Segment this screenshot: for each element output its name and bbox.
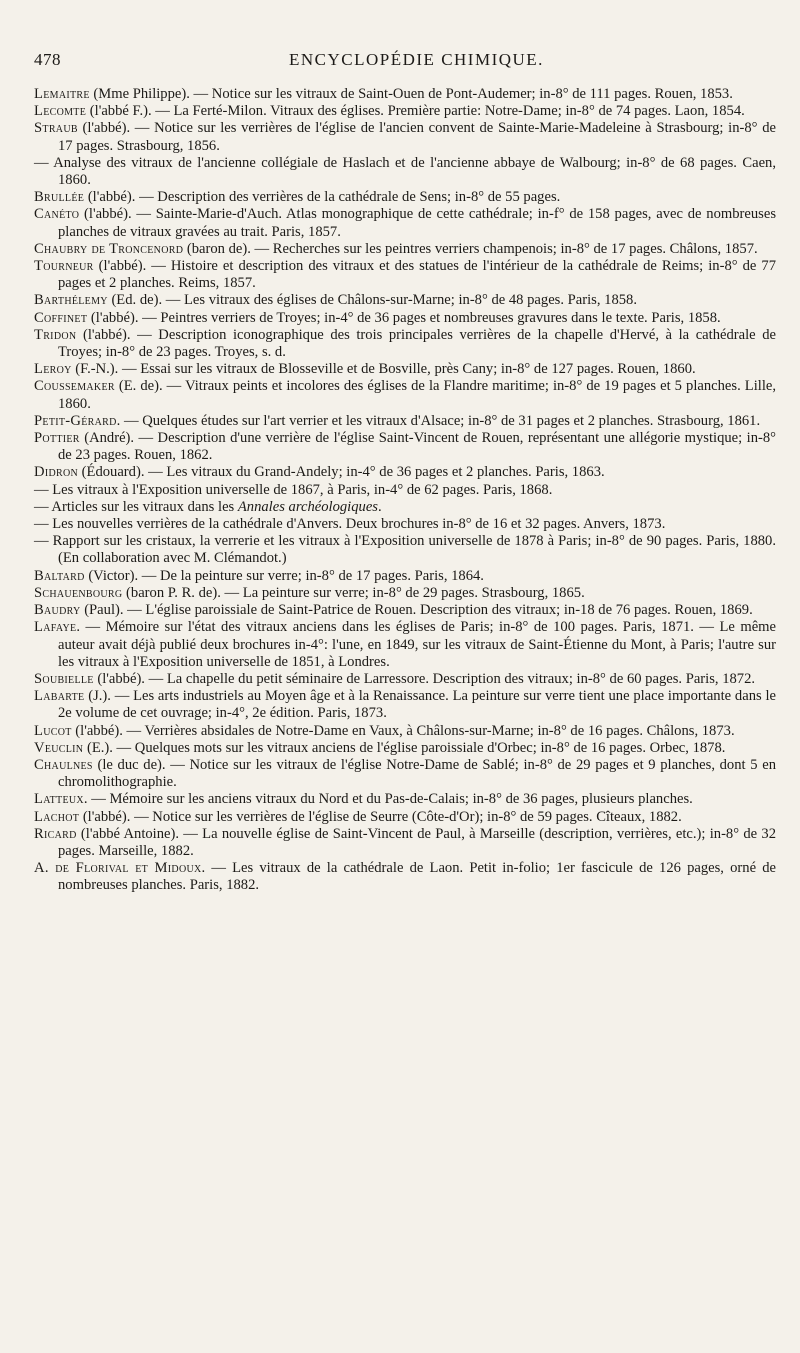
bibliography-entry [34,310,776,327]
bibliography-entry [34,327,776,361]
entry-author: Chaulnes [34,756,93,773]
bibliography-entry [34,533,776,567]
bibliography-entry [34,826,776,860]
bibliography-entry [34,189,776,206]
bibliography-entry [34,619,776,671]
entry-text: (l'abbé). — Verrières absidales de Notre-Dame en Vaux, à Châlons-sur-Marne; in-8° de 16 pages. Châlons, 1873. [71,722,735,739]
bibliography-entry [34,757,776,791]
bibliography-list [34,86,776,895]
bibliography-entry [34,155,776,189]
bibliography-entry [34,120,776,154]
entry-author: Tourneur [34,258,94,275]
bibliography-entry [34,671,776,688]
running-head [34,50,776,74]
entry-author: Straub [34,120,78,137]
entry-text: (F.-N.). — Essai sur les vitraux de Blosseville et de Bosville, près Cany; in-8° de 127 pages. Rouen, 1860. [71,361,696,378]
entry-text: (l'abbé). — Notice sur les verrières de l'église de l'ancien convent de Sainte-Marie-Madeleine à Strasbourg; in-8° de 17 pages. Strasbourg, 1856. [58,120,776,154]
entry-author: Lachot [34,808,80,825]
entry-author: Baltard [34,567,85,584]
entry-author: Lafaye [34,619,77,636]
entry-text: (l'abbé). — Histoire et description des vitraux et des statues de l'intérieur de la cathédrale de Reims; in-8° de 77 pages et 2 planches. Reims, 1857. [58,258,776,292]
entry-text: — Les vitraux à l'Exposition universelle de 1867, à Paris, in-4° de 62 pages. Paris, 1868. [34,481,553,498]
entry-text: (baron de). — Recherches sur les peintres verriers champenois; in-8° de 17 pages. Châlons, 1857. [183,240,758,257]
bibliography-entry [34,585,776,602]
entry-text: (Victor). — De la peinture sur verre; in-8° de 17 pages. Paris, 1864. [84,567,484,584]
entry-author: Petit-Gérard [34,412,117,429]
entry-author: Latteux [34,791,84,808]
bibliography-entry [34,413,776,430]
entry-author: Brullée [34,189,85,206]
entry-author: Ricard [34,825,77,842]
entry-author: Didron [34,464,79,481]
entry-text: (André). — Description d'une verrière de l'église Saint-Vincent de Rouen, représentant une allégorie mystique; in-8° de 23 pages. Rouen, 1862. [58,430,776,464]
entry-author: Lemaitre [34,86,90,102]
entry-author: Leroy [34,361,72,378]
page-number: 478 [34,50,61,69]
entry-text: — Analyse des vitraux de l'ancienne collégiale de Haslach et de l'ancienne abbaye de Walbourg; in-8° de 68 pages. Caen, 1860. [34,154,776,189]
entry-text: (l'abbé). — Sainte-Marie-d'Auch. Atlas monographique de cette cathédrale; in-f° de 158 pages, avec de nombreuses planches de vitraux gravées au trait. Paris, 1857. [58,206,776,240]
entry-text: (Édouard). — Les vitraux du Grand-Andely; in-4° de 36 pages et 2 planches. Paris, 1863. [78,464,605,481]
entry-text-tail: . [377,498,382,515]
entry-text: (l'abbé). — Description des verrières de la cathédrale de Sens; in-8° de 55 pages. [84,189,561,206]
bibliography-entry [34,206,776,240]
entry-text: (l'abbé). — La chapelle du petit séminaire de Larressore. Description des vitraux; in-8° de 60 pages. Paris, 1872. [93,670,756,687]
entry-author: A. de Florival et Midoux [34,860,202,877]
bibliography-entry [34,378,776,412]
bibliography-entry [34,103,776,120]
bibliography-entry [34,464,776,481]
bibliography-entry [34,499,776,516]
bibliography-entry [34,740,776,757]
entry-author: Lucot [34,722,72,739]
entry-text: (E.). — Quelques mots sur les vitraux anciens de l'église paroissiale d'Orbec; in-8° de 16 pages. Orbec, 1878. [83,739,726,756]
entry-text: (Mme Philippe). — Notice sur les vitraux de Saint-Ouen de Pont-Audemer; in-8° de 111 pages. Rouen, 1853. [89,86,733,102]
entry-text: (l'abbé F.). — La Ferté-Milon. Vitraux des églises. Première partie: Notre-Dame; in-8° de 74 pages. Laon, 1854. [86,103,745,120]
entry-text: — Rapport sur les cristaux, la verrerie et les vitraux à l'Exposition universelle de 1878 à Paris; in-8° de 90 pages. Paris, 1880. (En collaboration avec M. Clémandot.) [34,533,776,567]
bibliography-entry [34,258,776,292]
entry-text: . — Mémoire sur les anciens vitraux du Nord et du Pas-de-Calais; in-8° de 36 pages, plusieurs planches. [83,791,693,808]
entry-author: Baudry [34,602,81,619]
entry-author: Coffinet [34,309,88,326]
entry-text: (l'abbé Antoine). — La nouvelle église de Saint-Vincent de Paul, à Marseille (description, verrières, etc.); in-8° de 32 pages. Marseille, 1882. [58,825,776,859]
bibliography-entry [34,602,776,619]
page-title: ENCYCLOPÉDIE CHIMIQUE. [289,50,544,69]
entry-text: (E. de). — Vitraux peints et incolores des églises de la Flandre maritime; in-8° de 19 pages et 5 planches. Lille, 1860. [58,378,776,412]
entry-text: (baron P. R. de). — La peinture sur verre; in-8° de 29 pages. Strasbourg, 1865. [122,584,585,601]
entry-text: (Paul). — L'église paroissiale de Saint-Patrice de Rouen. Description des vitraux; in-18 de 76 pages. Rouen, 1869. [80,602,753,619]
entry-text: . — Les vitraux de la cathédrale de Laon. Petit in-folio; 1er fascicule de 126 pages, orné de nombreuses planches. Paris, 1882. [58,860,776,894]
entry-author: Schauenbourg [34,584,123,601]
entry-italic-title: Annales archéologiques [237,498,378,515]
entry-text: (l'abbé). — Description iconographique des trois principales verrières de la chapelle d'Hervé, à la cathédrale de Troyes; in-8° de 23 pages. Troyes, s. d. [58,326,776,361]
entry-text: . — Quelques études sur l'art verrier et les vitraux d'Alsace; in-8° de 31 pages et 2 planches. Strasbourg, 1861. [116,412,761,429]
entry-author: Labarte [34,688,85,705]
bibliography-entry [34,241,776,258]
entry-text: (J.). — Les arts industriels au Moyen âge et à la Renaissance. La peinture sur verre tient une place importante dans le 2e volume de cet ouvrage; in-4°, 2e édition. Paris, 1873. [58,688,776,722]
bibliography-entry [34,791,776,808]
entry-author: Coussemaker [34,378,115,395]
bibliography-entry [34,86,776,103]
entry-author: Barthélemy [34,292,108,309]
bibliography-entry [34,482,776,499]
entry-text: (Ed. de). — Les vitraux des églises de Châlons-sur-Marne; in-8° de 48 pages. Paris, 1858. [107,292,637,309]
bibliography-entry [34,361,776,378]
entry-text: . — Mémoire sur l'état des vitraux anciens dans les églises de Paris; in-8° de 100 pages. Paris, 1871. — Le même auteur avait déjà publié deux brochures in-4°: l'une, en 1849, sur les vitraux de Saint-Étienne du Mont, à Paris; l'autre sur les vitraux à l'Exposition universelle de 1851, à Londres. [58,619,776,670]
entry-text: — Les nouvelles verrières de la cathédrale d'Anvers. Deux brochures in-8° de 16 et 32 pages. Anvers, 1873. [34,516,666,533]
entry-text: (l'abbé). — Notice sur les verrières de l'église de Seurre (Côte-d'Or); in-8° de 59 pages. Cîteaux, 1882. [79,808,682,825]
bibliography-entry [34,723,776,740]
bibliography-entry [34,809,776,826]
entry-author: Chaubry de Troncenord [34,240,184,257]
entry-author: Lecomte [34,103,87,120]
entry-text: — Articles sur les vitraux dans les [34,498,238,515]
entry-text: (l'abbé). — Peintres verriers de Troyes; in-4° de 36 pages et nombreuses gravures dans le texte. Paris, 1858. [87,309,721,326]
bibliography-entry [34,688,776,722]
entry-author: Veuclin [34,739,84,756]
bibliography-entry [34,516,776,533]
entry-author: Soubielle [34,670,94,687]
entry-text: (le duc de). — Notice sur les vitraux de l'église Notre-Dame de Sablé; in-8° de 29 pages et 9 planches, dont 5 en chromolithographie. [58,756,776,791]
bibliography-entry [34,430,776,464]
bibliography-entry [34,292,776,309]
entry-author: Tridon [34,326,77,343]
bibliography-entry [34,860,776,894]
entry-author: Pottier [34,430,80,447]
entry-author: Canéto [34,206,80,223]
bibliography-entry [34,568,776,585]
